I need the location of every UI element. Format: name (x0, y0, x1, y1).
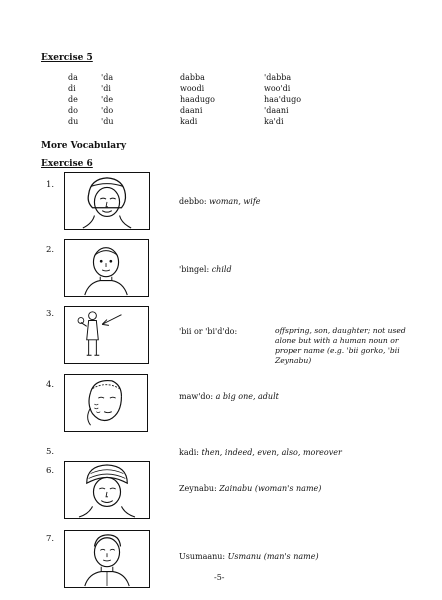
ex5-cell: de (68, 95, 78, 104)
ex5-cell: ka'di (264, 117, 284, 126)
vocab-gloss: child (211, 265, 232, 274)
ex5-cell: 'do (101, 106, 114, 115)
vocab-gloss: then, indeed, even, also, moreover (201, 448, 342, 457)
ex5-cell: woo'di (264, 84, 291, 93)
vocab-gloss: Usmanu (man's name) (227, 552, 319, 561)
vocab-entry (179, 552, 319, 561)
item-number: 7. (46, 534, 55, 544)
vocab-word: debbo: (179, 197, 207, 206)
item-number: 3. (46, 309, 55, 319)
ex5-cell: 'du (101, 117, 114, 126)
vocab-gloss: a big one, adult (215, 392, 279, 401)
ex5-cell: 'da (101, 73, 114, 82)
vocab-word: kadi: (179, 448, 199, 457)
vocab-gloss: woman, wife (209, 197, 261, 206)
exercise-5-title: Exercise 5 (41, 53, 93, 63)
vocab-entry (179, 197, 261, 206)
parent-with-child-drawing (64, 306, 149, 364)
exercise-6-title: Exercise 6 (41, 159, 93, 169)
ex5-cell: 'daani (264, 106, 289, 115)
ex5-cell: daani (180, 106, 203, 115)
ex5-cell: du (68, 117, 79, 126)
vocab-entry (179, 392, 279, 401)
ex5-cell: dabba (180, 73, 205, 82)
page-number: -5- (214, 573, 225, 582)
vocab-entry (179, 448, 342, 457)
vocab-word: maw'do: (179, 392, 214, 401)
ex5-cell: da (68, 73, 78, 82)
boy-drawing (64, 530, 150, 588)
ex5-cell: 'de (101, 95, 114, 104)
item-number: 4. (46, 380, 55, 390)
ex5-cell: do (68, 106, 78, 115)
item-number: 6. (46, 466, 55, 476)
ex5-cell: haa'dugo (264, 95, 302, 104)
vocab-word: Zeynabu: (179, 484, 217, 493)
woman-turban-drawing (64, 461, 150, 519)
item-number: 1. (46, 180, 55, 190)
item-number: 2. (46, 245, 55, 255)
item-number: 5. (46, 447, 55, 457)
ex5-cell: 'dabba (264, 73, 292, 82)
ex5-cell: haadugo (180, 95, 215, 104)
elder-drawing (64, 374, 148, 432)
woman-headscarf-drawing (64, 172, 150, 230)
ex5-cell: di (68, 84, 76, 93)
vocab-entry (179, 484, 321, 493)
vocab-word: 'bii or 'bi'd'do: (179, 327, 238, 336)
ex5-cell: 'di (101, 84, 111, 93)
more-vocabulary-heading: More Vocabulary (41, 141, 127, 151)
vocab-gloss: offspring, son, daughter; not used alone but with a human noun or proper name (e.g. 'bii gorko, 'bii Zeynabu) (275, 326, 406, 365)
vocab-word: Usumaanu: (179, 552, 226, 561)
vocab-word: 'bingel: (179, 265, 210, 274)
ex5-cell: kadi (180, 117, 198, 126)
vocab-gloss: Zainabu (woman's name) (219, 484, 322, 493)
vocab-entry (179, 265, 232, 274)
ex5-cell: woodi (180, 84, 205, 93)
child-drawing (64, 239, 149, 297)
